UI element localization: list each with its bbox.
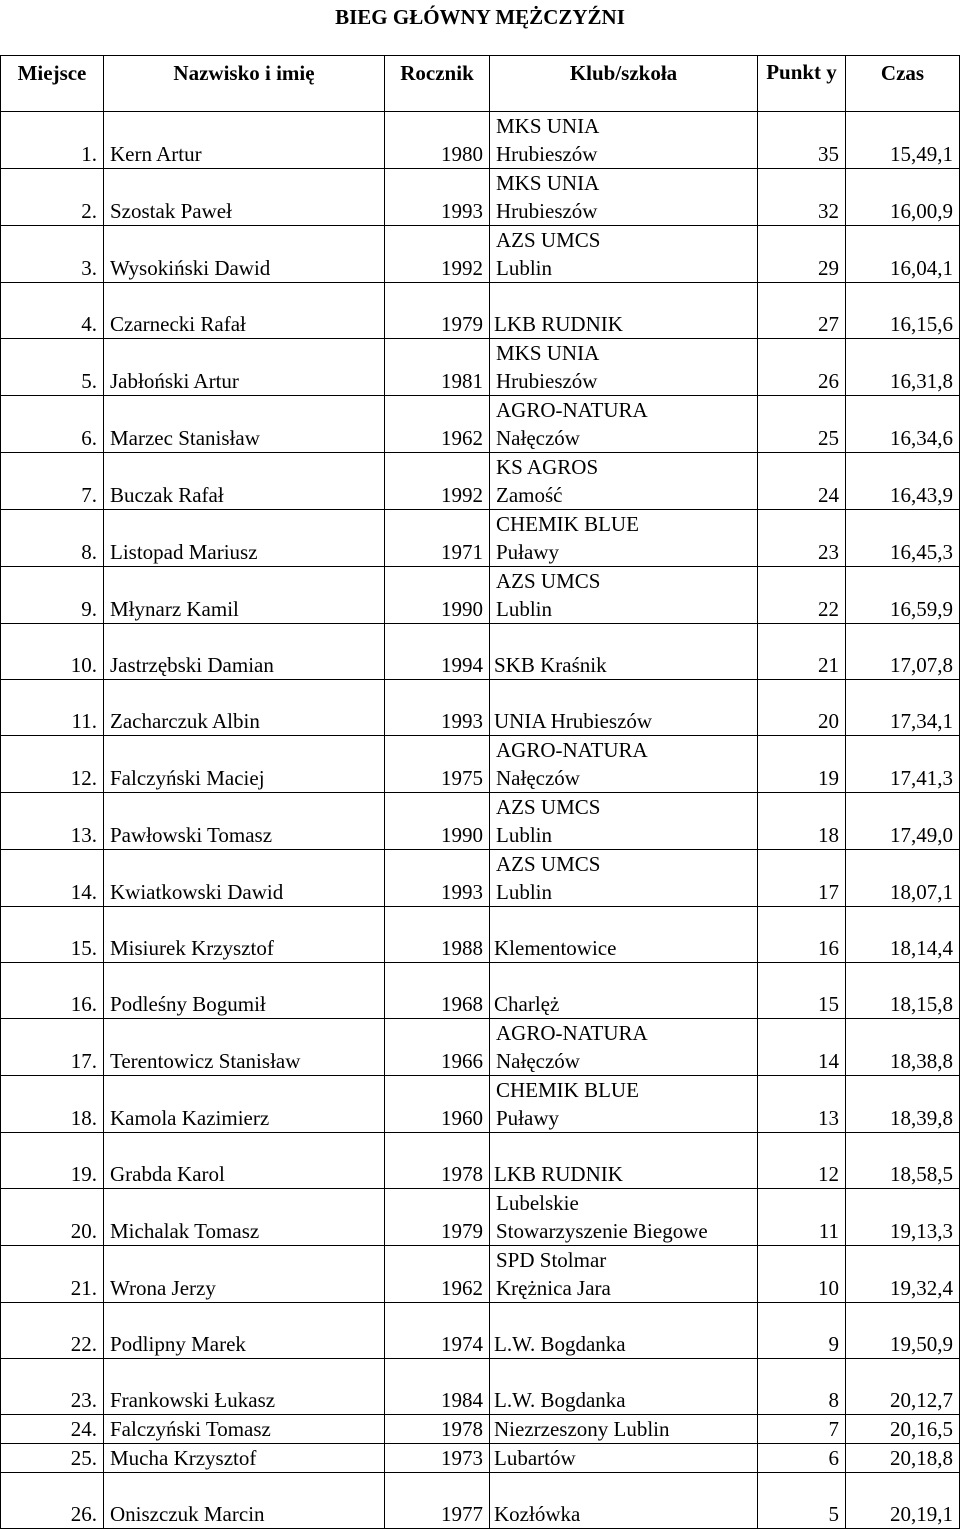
year-cell: 1993: [385, 850, 490, 907]
place-cell: 24.: [1, 1415, 104, 1444]
points-cell: 18: [758, 793, 846, 850]
club-line: Hrubieszów: [496, 369, 598, 393]
name-cell: Kern Artur: [104, 112, 385, 169]
points-cell: 12: [758, 1133, 846, 1189]
points-cell: 26: [758, 339, 846, 396]
club-line: Hrubieszów: [496, 142, 598, 166]
club-line: SPD Stolmar: [496, 1248, 607, 1272]
time-cell: 20,12,7: [846, 1359, 960, 1415]
year-cell: 1973: [385, 1444, 490, 1473]
club-cell: [490, 907, 758, 963]
club-cell: [490, 567, 758, 624]
club-cell: [490, 624, 758, 680]
name-cell: Zacharczuk Albin: [104, 680, 385, 736]
place-cell: 8.: [1, 510, 104, 567]
name-cell: Jastrzębski Damian: [104, 624, 385, 680]
place-cell: 26.: [1, 1473, 104, 1529]
club-line: MKS UNIA: [496, 171, 600, 195]
club-line: Zamość: [496, 483, 563, 507]
club-line: SKB Kraśnik: [494, 653, 607, 677]
table-row: [1, 453, 960, 510]
year-cell: 1990: [385, 567, 490, 624]
club-line: Lubelskie: [496, 1191, 579, 1215]
name-cell: Podleśny Bogumił: [104, 963, 385, 1019]
column-header-place: Miejsce: [1, 56, 104, 112]
club-line: Nałęczów: [496, 426, 580, 450]
year-cell: 1978: [385, 1415, 490, 1444]
place-cell: 12.: [1, 736, 104, 793]
points-cell: 16: [758, 907, 846, 963]
place-cell: 21.: [1, 1246, 104, 1303]
time-cell: 18,15,8: [846, 963, 960, 1019]
club-cell: [490, 963, 758, 1019]
points-cell: 9: [758, 1303, 846, 1359]
points-cell: 5: [758, 1473, 846, 1529]
place-cell: 3.: [1, 226, 104, 283]
club-cell: [490, 850, 758, 907]
name-cell: Terentowicz Stanisław: [104, 1019, 385, 1076]
place-cell: 4.: [1, 283, 104, 339]
points-cell: 24: [758, 453, 846, 510]
time-cell: 19,13,3: [846, 1189, 960, 1246]
club-cell: [490, 1189, 758, 1246]
time-cell: 20,18,8: [846, 1444, 960, 1473]
table-header-row: [1, 56, 960, 112]
place-cell: 14.: [1, 850, 104, 907]
year-cell: 1981: [385, 339, 490, 396]
results-table: [0, 55, 960, 1529]
year-cell: 1977: [385, 1473, 490, 1529]
club-cell: [490, 1473, 758, 1529]
club-cell: [490, 226, 758, 283]
table-row: [1, 1444, 960, 1473]
club-cell: [490, 112, 758, 169]
year-cell: 1979: [385, 283, 490, 339]
year-cell: 1992: [385, 226, 490, 283]
place-cell: 25.: [1, 1444, 104, 1473]
club-cell: [490, 283, 758, 339]
time-cell: 16,31,8: [846, 339, 960, 396]
table-row: [1, 1415, 960, 1444]
table-row: [1, 736, 960, 793]
club-line: UNIA Hrubieszów: [494, 709, 653, 733]
name-cell: Frankowski Łukasz: [104, 1359, 385, 1415]
table-row: [1, 624, 960, 680]
time-cell: 16,04,1: [846, 226, 960, 283]
name-cell: Falczyński Tomasz: [104, 1415, 385, 1444]
club-cell: [490, 1246, 758, 1303]
place-cell: 23.: [1, 1359, 104, 1415]
column-header-year: Rocznik: [385, 56, 490, 112]
table-row: [1, 1359, 960, 1415]
club-line: Nałęczów: [496, 766, 580, 790]
name-cell: Szostak Paweł: [104, 169, 385, 226]
points-cell: 21: [758, 624, 846, 680]
year-cell: 1979: [385, 1189, 490, 1246]
table-row: [1, 907, 960, 963]
points-cell: 17: [758, 850, 846, 907]
place-cell: 2.: [1, 169, 104, 226]
time-cell: 18,58,5: [846, 1133, 960, 1189]
place-cell: 20.: [1, 1189, 104, 1246]
club-cell: [490, 510, 758, 567]
points-cell: 25: [758, 396, 846, 453]
club-cell: [490, 1019, 758, 1076]
club-line: AGRO-NATURA: [496, 738, 648, 762]
club-line: L.W. Bogdanka: [494, 1332, 626, 1356]
year-cell: 1993: [385, 169, 490, 226]
table-row: [1, 226, 960, 283]
place-cell: 5.: [1, 339, 104, 396]
time-cell: 17,41,3: [846, 736, 960, 793]
year-cell: 1968: [385, 963, 490, 1019]
name-cell: Marzec Stanisław: [104, 396, 385, 453]
points-cell: 35: [758, 112, 846, 169]
name-cell: Kwiatkowski Dawid: [104, 850, 385, 907]
year-cell: 1984: [385, 1359, 490, 1415]
club-cell: [490, 1133, 758, 1189]
year-cell: 1962: [385, 1246, 490, 1303]
time-cell: 17,34,1: [846, 680, 960, 736]
points-cell: 8: [758, 1359, 846, 1415]
column-header-points: Punkt y: [758, 56, 846, 112]
time-cell: 16,34,6: [846, 396, 960, 453]
time-cell: 16,43,9: [846, 453, 960, 510]
club-line: AZS UMCS: [496, 852, 601, 876]
table-row: [1, 1019, 960, 1076]
time-cell: 16,59,9: [846, 567, 960, 624]
table-row: [1, 793, 960, 850]
club-line: AZS UMCS: [496, 795, 601, 819]
year-cell: 1974: [385, 1303, 490, 1359]
place-cell: 17.: [1, 1019, 104, 1076]
points-cell: 20: [758, 680, 846, 736]
year-cell: 1971: [385, 510, 490, 567]
results-body: [1, 112, 960, 1529]
name-cell: Podlipny Marek: [104, 1303, 385, 1359]
name-cell: Buczak Rafał: [104, 453, 385, 510]
club-line: LKB RUDNIK: [494, 1162, 623, 1186]
time-cell: 19,50,9: [846, 1303, 960, 1359]
table-row: [1, 112, 960, 169]
club-line: AZS UMCS: [496, 228, 601, 252]
points-cell: 7: [758, 1415, 846, 1444]
name-cell: Mucha Krzysztof: [104, 1444, 385, 1473]
year-cell: 1966: [385, 1019, 490, 1076]
points-cell: 10: [758, 1246, 846, 1303]
name-cell: Michalak Tomasz: [104, 1189, 385, 1246]
club-line: Puławy: [496, 1106, 559, 1130]
points-cell: 14: [758, 1019, 846, 1076]
name-cell: Grabda Karol: [104, 1133, 385, 1189]
club-cell: [490, 453, 758, 510]
place-cell: 16.: [1, 963, 104, 1019]
table-row: [1, 680, 960, 736]
time-cell: 17,07,8: [846, 624, 960, 680]
name-cell: Falczyński Maciej: [104, 736, 385, 793]
year-cell: 1978: [385, 1133, 490, 1189]
club-cell: [490, 1444, 758, 1473]
table-row: [1, 1246, 960, 1303]
year-cell: 1962: [385, 396, 490, 453]
place-cell: 7.: [1, 453, 104, 510]
name-cell: Misiurek Krzysztof: [104, 907, 385, 963]
year-cell: 1994: [385, 624, 490, 680]
club-line: Lublin: [496, 597, 552, 621]
club-line: Charlęż: [494, 992, 560, 1016]
time-cell: 18,07,1: [846, 850, 960, 907]
table-row: [1, 850, 960, 907]
club-line: MKS UNIA: [496, 341, 600, 365]
table-row: [1, 567, 960, 624]
club-line: Stowarzyszenie Biegowe: [496, 1219, 708, 1243]
club-line: Klementowice: [494, 936, 617, 960]
table-row: [1, 283, 960, 339]
club-line: CHEMIK BLUE: [496, 512, 639, 536]
club-cell: [490, 396, 758, 453]
place-cell: 11.: [1, 680, 104, 736]
column-header-club: Klub/szkoła: [490, 56, 758, 112]
table-row: [1, 963, 960, 1019]
place-cell: 6.: [1, 396, 104, 453]
club-line: AZS UMCS: [496, 569, 601, 593]
club-line: Kozłówka: [494, 1502, 581, 1526]
table-row: [1, 396, 960, 453]
points-cell: 23: [758, 510, 846, 567]
place-cell: 10.: [1, 624, 104, 680]
points-cell: 32: [758, 169, 846, 226]
club-line: Puławy: [496, 540, 559, 564]
time-cell: 16,45,3: [846, 510, 960, 567]
club-cell: [490, 1076, 758, 1133]
club-cell: [490, 169, 758, 226]
club-cell: [490, 1303, 758, 1359]
time-cell: 18,14,4: [846, 907, 960, 963]
column-header-name: Nazwisko i imię: [104, 56, 385, 112]
place-cell: 15.: [1, 907, 104, 963]
place-cell: 19.: [1, 1133, 104, 1189]
club-line: L.W. Bogdanka: [494, 1388, 626, 1412]
name-cell: Listopad Mariusz: [104, 510, 385, 567]
points-cell: 19: [758, 736, 846, 793]
table-row: [1, 1076, 960, 1133]
time-cell: 16,00,9: [846, 169, 960, 226]
name-cell: Pawłowski Tomasz: [104, 793, 385, 850]
club-line: AGRO-NATURA: [496, 1021, 648, 1045]
year-cell: 1993: [385, 680, 490, 736]
club-line: Nałęczów: [496, 1049, 580, 1073]
club-line: Lubartów: [494, 1446, 576, 1470]
table-row: [1, 510, 960, 567]
points-cell: 11: [758, 1189, 846, 1246]
name-cell: Jabłoński Artur: [104, 339, 385, 396]
place-cell: 1.: [1, 112, 104, 169]
name-cell: Młynarz Kamil: [104, 567, 385, 624]
time-cell: 19,32,4: [846, 1246, 960, 1303]
place-cell: 18.: [1, 1076, 104, 1133]
year-cell: 1990: [385, 793, 490, 850]
place-cell: 9.: [1, 567, 104, 624]
table-row: [1, 1189, 960, 1246]
time-cell: 18,38,8: [846, 1019, 960, 1076]
club-line: Hrubieszów: [496, 199, 598, 223]
time-cell: 20,16,5: [846, 1415, 960, 1444]
club-line: Lublin: [496, 823, 552, 847]
table-row: [1, 1303, 960, 1359]
year-cell: 1992: [385, 453, 490, 510]
year-cell: 1980: [385, 112, 490, 169]
club-line: Krężnica Jara: [496, 1276, 611, 1300]
club-line: KS AGROS: [496, 455, 599, 479]
points-cell: 13: [758, 1076, 846, 1133]
year-cell: 1988: [385, 907, 490, 963]
name-cell: Wysokiński Dawid: [104, 226, 385, 283]
club-cell: [490, 339, 758, 396]
table-row: [1, 169, 960, 226]
club-line: CHEMIK BLUE: [496, 1078, 639, 1102]
page-title: BIEG GŁÓWNY MĘŻCZYŹNI: [335, 5, 625, 29]
year-cell: 1960: [385, 1076, 490, 1133]
club-line: Lublin: [496, 880, 552, 904]
name-cell: Wrona Jerzy: [104, 1246, 385, 1303]
club-line: LKB RUDNIK: [494, 312, 623, 336]
club-cell: [490, 1415, 758, 1444]
year-cell: 1975: [385, 736, 490, 793]
time-cell: 18,39,8: [846, 1076, 960, 1133]
table-row: [1, 1473, 960, 1529]
club-line: MKS UNIA: [496, 114, 600, 138]
club-cell: [490, 680, 758, 736]
table-row: [1, 339, 960, 396]
place-cell: 22.: [1, 1303, 104, 1359]
club-line: AGRO-NATURA: [496, 398, 648, 422]
table-row: [1, 1133, 960, 1189]
club-line: Niezrzeszony Lublin: [494, 1417, 670, 1441]
time-cell: 15,49,1: [846, 112, 960, 169]
name-cell: Czarnecki Rafał: [104, 283, 385, 339]
club-cell: [490, 736, 758, 793]
points-cell: 27: [758, 283, 846, 339]
points-cell: 29: [758, 226, 846, 283]
time-cell: 17,49,0: [846, 793, 960, 850]
points-cell: 6: [758, 1444, 846, 1473]
points-cell: 22: [758, 567, 846, 624]
club-cell: [490, 1359, 758, 1415]
points-cell: 15: [758, 963, 846, 1019]
place-cell: 13.: [1, 793, 104, 850]
name-cell: Kamola Kazimierz: [104, 1076, 385, 1133]
time-cell: 20,19,1: [846, 1473, 960, 1529]
time-cell: 16,15,6: [846, 283, 960, 339]
club-line: Lublin: [496, 256, 552, 280]
column-header-time: Czas: [846, 56, 960, 112]
name-cell: Oniszczuk Marcin: [104, 1473, 385, 1529]
club-cell: [490, 793, 758, 850]
